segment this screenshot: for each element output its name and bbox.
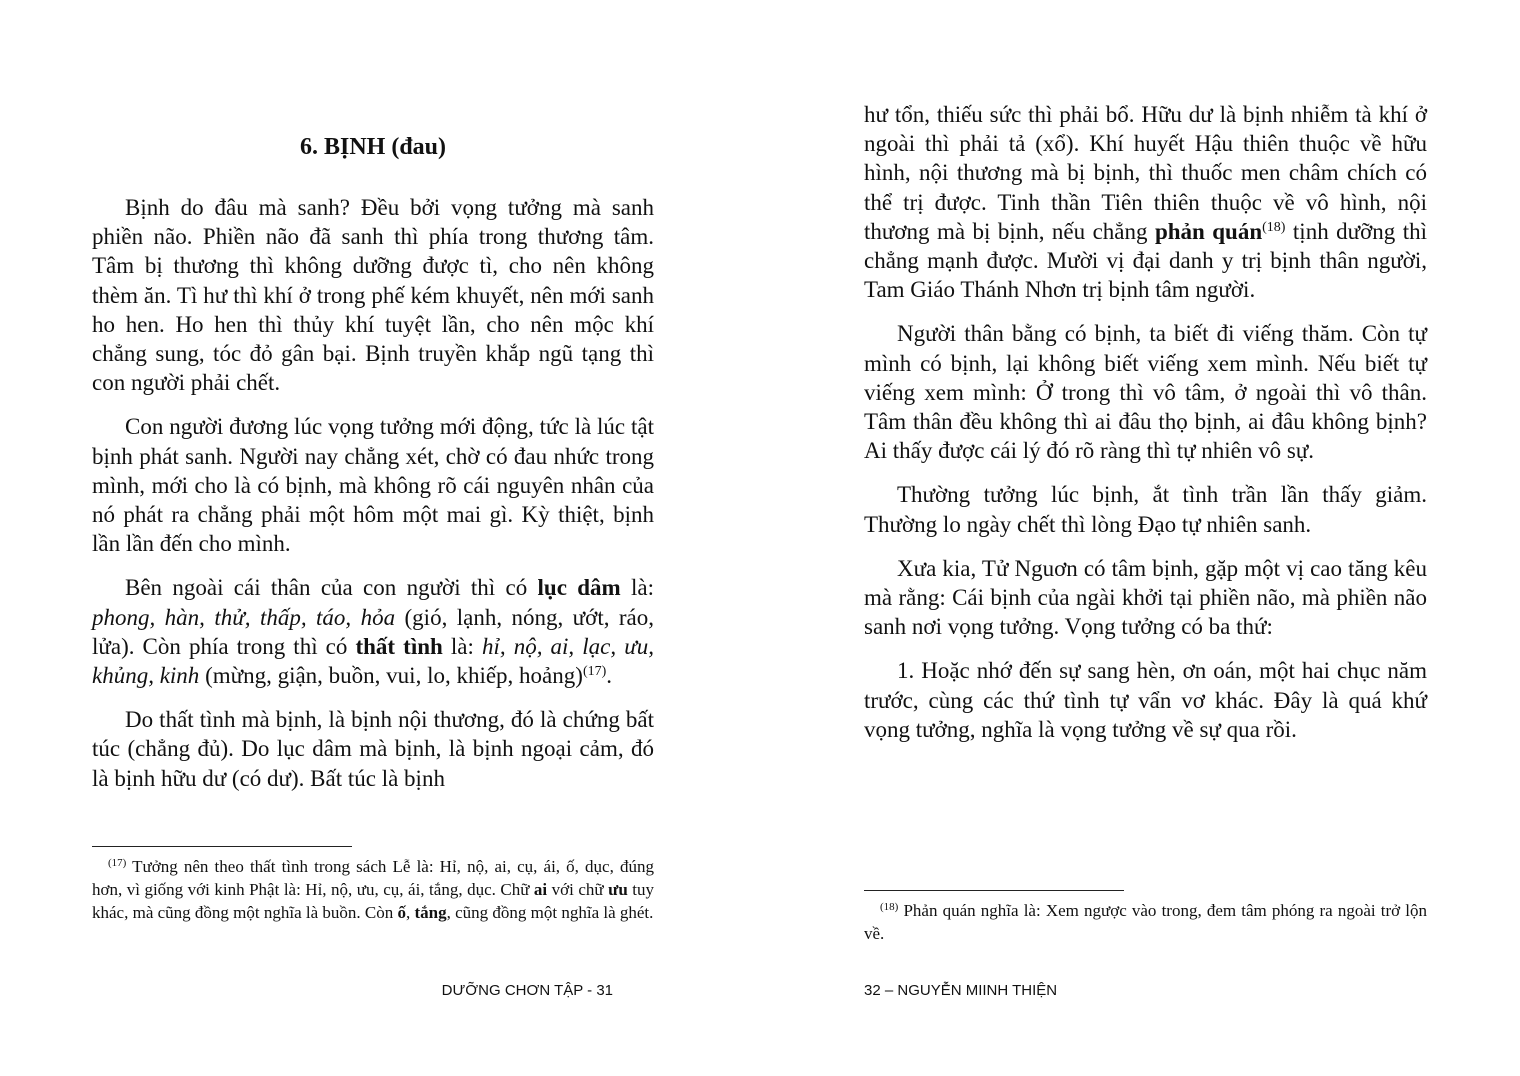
paragraph xyxy=(92,573,654,690)
footnote-text xyxy=(92,855,654,924)
italic-term: hỉ, nộ, ai, lạc, ưu, khủng, kinh xyxy=(92,633,654,689)
right-page-body xyxy=(864,100,1427,759)
text-run: (mừng, giận, buồn, vui, lo, khiếp, hoảng) xyxy=(199,663,583,689)
footnote-separator xyxy=(92,846,352,847)
footnote-number: (18) xyxy=(880,901,899,913)
bold-term: ai xyxy=(533,880,548,899)
text-run: (gió, lạnh, nóng, ướt, ráo, lửa). Còn phía trong thì có xyxy=(92,604,654,659)
bold-term: tắng xyxy=(414,903,447,922)
bold-term: thất tình xyxy=(355,633,443,659)
italic-term: phong, hàn, thử, thấp, táo, hỏa xyxy=(92,604,396,630)
paragraph: Người thân bằng có bịnh, ta biết đi viếng thăm. Còn tự mình có bịnh, lại không biết viếng xem mình. Nếu biết tự viếng xem mình: Ở trong thì vô tâm, ở ngoài thì vô thân. Tâm thân đều không thì ai đâu thọ bịnh, ai đâu không bịnh? Ai thấy được cái lý đó rõ ràng thì tự nhiên vô sự. xyxy=(864,321,1427,464)
paragraph: Bịnh do đâu mà sanh? Đều bởi vọng tưởng mà sanh phiền não. Phiền não đã sanh thì phía trong thương tâm. Tâm bị thương thì không dưỡng được tì, cho nên không thèm ăn. Tì hư thì khí ở trong phế kém khuyết, nên mới sanh ho hen. Ho hen thì thủy khí tuyệt lần, cho nên mộc khí chẳng sung, tóc đỏ gân bại. Bịnh truyền khắp ngũ tạng thì con người phải chết. xyxy=(92,195,654,396)
paragraph: Do thất tình mà bịnh, là bịnh nội thương, đó là chứng bất túc (chẳng đủ). Do lục dâm mà bịnh, là bịnh ngoại cảm, đó là bịnh hữu dư (có dư). Bất túc là bịnh xyxy=(92,707,654,791)
paragraph: Xưa kia, Tử Nguơn có tâm bịnh, gặp một vị cao tăng kêu mà rằng: Cái bịnh của ngài khởi tại phiền não, mà phiền não sanh nơi vọng tưởng. Vọng tưởng có ba thứ: xyxy=(864,555,1427,640)
left-page-body xyxy=(92,193,654,808)
bold-term: phản quán xyxy=(1154,218,1263,244)
bold-term: lục dâm xyxy=(537,575,621,601)
text-run: Bên ngoài cái thân của con người thì có xyxy=(125,575,538,601)
footnote xyxy=(92,855,654,924)
footnote-text xyxy=(864,899,1427,945)
text-run: là: xyxy=(620,575,654,601)
bold-term: ố xyxy=(397,903,406,922)
paragraph: Con người đương lúc vọng tưởng mới động, tức là lúc tật bịnh phát sanh. Người nay chẳng xét, chờ có đau nhức trong mình, mới cho là có bịnh, mà không rõ cái nguyên nhân của nó phát ra chẳng phải một hôm một mai gì. Kỳ thiệt, bịnh lần lần đến cho mình. xyxy=(92,414,654,557)
text-run: tuy khác, mà cũng đồng một nghĩa là buồn. Còn xyxy=(92,880,654,922)
footnote-reference[interactable]: (17) xyxy=(582,664,607,680)
footnote-separator xyxy=(864,890,1124,891)
paragraph xyxy=(864,100,1427,304)
page-footer: 32 – NGUYỄN MIINH THIỆN xyxy=(864,982,1058,999)
chapter-title: 6. BỊNH (đau) xyxy=(299,134,447,160)
paragraph: 1. Hoặc nhớ đến sự sang hèn, ơn oán, một hai chục năm trước, cùng các thứ tình tự vẩn vơ khác. Đây là quá khứ vọng tưởng, nghĩa là vọng tưởng về sự qua rồi. xyxy=(864,658,1427,742)
text-run: Tưởng nên theo thất tình trong sách Lễ là: Hỉ, nộ, ai, cụ, ái, ố, dục, đúng hơn, vì giống với kinh Phật là: Hỉ, nộ, ưu, cụ, ái, tắng, dục. Chữ xyxy=(92,857,654,899)
text-run: hư tổn, thiếu sức thì phải bổ. Hữu dư là bịnh nhiễm tà khí ở ngoài thì phải tả (xổ). Khí huyết Hậu thiên thuộc về hữu hình, nội thương mà bị bịnh, thì thuốc men châm chích có thể trị được. Tinh thần Tiên thiên thuộc về vô hình, nội thương mà bị bịnh, nếu chẳng xyxy=(864,102,1427,244)
footnote xyxy=(864,899,1427,945)
text-run: tịnh dưỡng thì chẳng mạnh được. Mười vị đại danh y trị bịnh thân người, Tam Giáo Thánh Nhơn trị bịnh tâm người. xyxy=(864,218,1427,303)
text-run: , cũng đồng một nghĩa là ghét. xyxy=(446,903,654,922)
text-run: là: xyxy=(442,633,482,659)
text-run: . xyxy=(606,663,613,689)
footnote-reference[interactable]: (18) xyxy=(1262,219,1286,235)
footnote-number: (17) xyxy=(108,857,127,869)
bold-term: ưu xyxy=(608,880,628,899)
page-footer: DƯỠNG CHƠN TẬP - 31 xyxy=(441,982,613,999)
paragraph: Thường tưởng lúc bịnh, ắt tình trần lần thấy giảm. Thường lo ngày chết thì lòng Đạo tự nhiên sanh. xyxy=(864,482,1427,537)
text-run: Phản quán nghĩa là: Xem ngược vào trong, đem tâm phóng ra ngoài trở lộn về. xyxy=(864,901,1427,943)
text-run: , xyxy=(405,903,415,922)
text-run: với chữ xyxy=(547,880,609,899)
